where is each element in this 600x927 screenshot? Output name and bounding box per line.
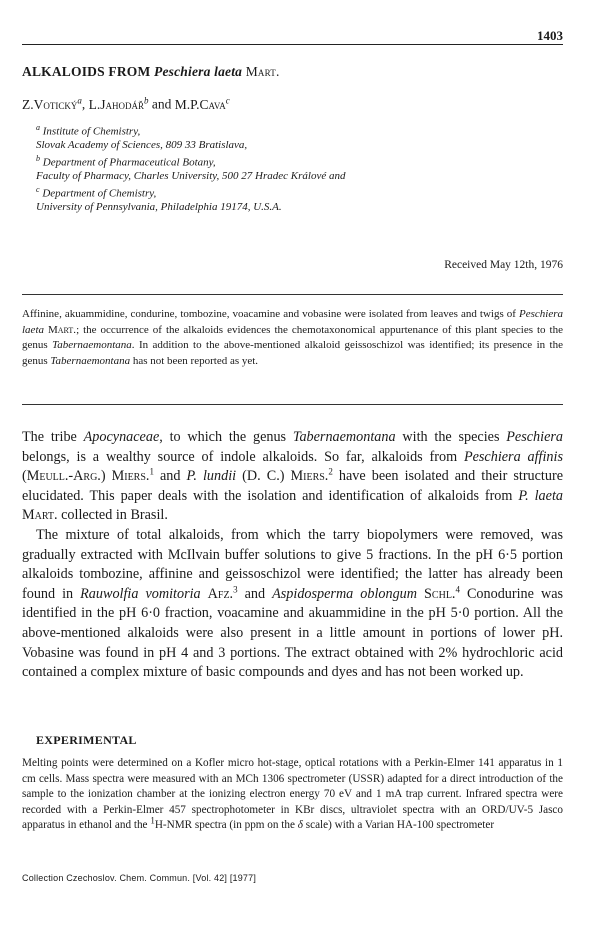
header-rule bbox=[22, 44, 563, 45]
abstract-bottom-rule bbox=[22, 404, 563, 405]
author-2: L.Jahodář$^b$ bbox=[88, 95, 149, 112]
title-authority: Mart. bbox=[245, 64, 280, 79]
abstract: Affinine, akuammidine, condurine, tombozine, voacamine and vobasine were isolated from leaves and twigs of Peschiera laeta Mart.; the occurrence of the alkaloids evidences the chemotaxonomical appurtenance of this plant species to the genus Tabernaemontana. In addition to the above-mentioned alkaloid geissoschizol was identified; its presence in the genus Tabernaemontana has not been reported as yet. bbox=[22, 308, 563, 367]
article-title bbox=[22, 64, 280, 80]
abstract-top-rule bbox=[22, 294, 563, 295]
author-3: M.P.Cava$^c$ bbox=[174, 95, 230, 112]
received-date: Received May 12th, 1976 bbox=[444, 259, 563, 271]
page-number: 1403 bbox=[537, 28, 563, 43]
affiliation-c: $^c$ Department of Chemistry, University of Pennsylvania, Philadelphia 19174, U.S.A. bbox=[36, 185, 282, 213]
experimental-text: Melting points were determined on a Kofler micro hot-stage, optical rotations with a Perkin-Elmer 141 apparatus in 1 cm cells. Mass spectra were measured with an MCh 1306 spectrometer (USSR) adapted for a direct introduction of the sample to the ionization chamber at the ionizing electron energy 70 eV and 1 mA trap current. Infrared spectra were recorded with a Perkin-Elmer 457 spectrophotometer in KBr discs, ultraviolet spectra with an ORD/UV-5 Jasco apparatus in ethanol and the $^1$H-NMR spectra (in ppm on the δ scale) with a Varian HA-100 spectrometer bbox=[22, 757, 563, 832]
title-species: Peschiera laeta bbox=[154, 64, 243, 79]
experimental-heading: EXPERIMENTAL bbox=[36, 733, 137, 747]
journal-footer: Collection Czechoslov. Chem. Commun. [Vol. 42] [1977] bbox=[22, 873, 257, 883]
results-paragraph: The mixture of total alkaloids, from which the tarry biopolymers were removed, was gradually extracted with McIlvain buffer solutions to give 5 fractions. In the pH 6·5 portion alkaloids tombozine, affinine and geissoschizol were identified; the latter has already been found in Rauwolfia vomitoria Afz.$^3$ and Aspidosperma oblongum Schl.$^4$ Conodurine was identified in the pH 6·0 fraction, voacamine and akuammidine in the pH 5·0 portion. All the above-mentioned alkaloids were also present in a little amount in portions of lower pH. Vobasine was found in pH 4 and 3 portions. The extract obtained with 2% hydrochloric acid contained a complex mixture of basic compounds and dyes and has not been worked up. bbox=[22, 526, 564, 681]
title-main: ALKALOIDS FROM bbox=[22, 64, 151, 79]
author-1: Z.Votický$^a$ bbox=[22, 95, 82, 112]
affiliation-b: $^b$ Department of Pharmaceutical Botany, Faculty of Pharmacy, Charles University, 500 27 Hradec Králové and bbox=[36, 154, 346, 182]
author-conjunction: and bbox=[151, 96, 172, 112]
introduction bbox=[22, 428, 563, 683]
intro-paragraph: The tribe Apocynaceae, to which the genus Tabernaemontana with the species Peschiera belongs, is a wealthy source of indole alkaloids. So far, alkaloids from Peschiera affinis (Meull.-Arg.) Miers.$^1$ and P. lundii (D. C.) Miers.$^2$ have been isolated and their structure elucidated. This paper deals with the isolation and identification of alkaloids from P. laeta Mart. collected in Brasil. bbox=[22, 429, 563, 524]
author-list: Z.Votický$^a$, L.Jahodář$^b$ and M.P.Cava$^c$ bbox=[22, 95, 230, 112]
affiliation-a: $^a$ Institute of Chemistry, Slovak Academy of Sciences, 809 33 Bratislava, bbox=[36, 123, 248, 151]
